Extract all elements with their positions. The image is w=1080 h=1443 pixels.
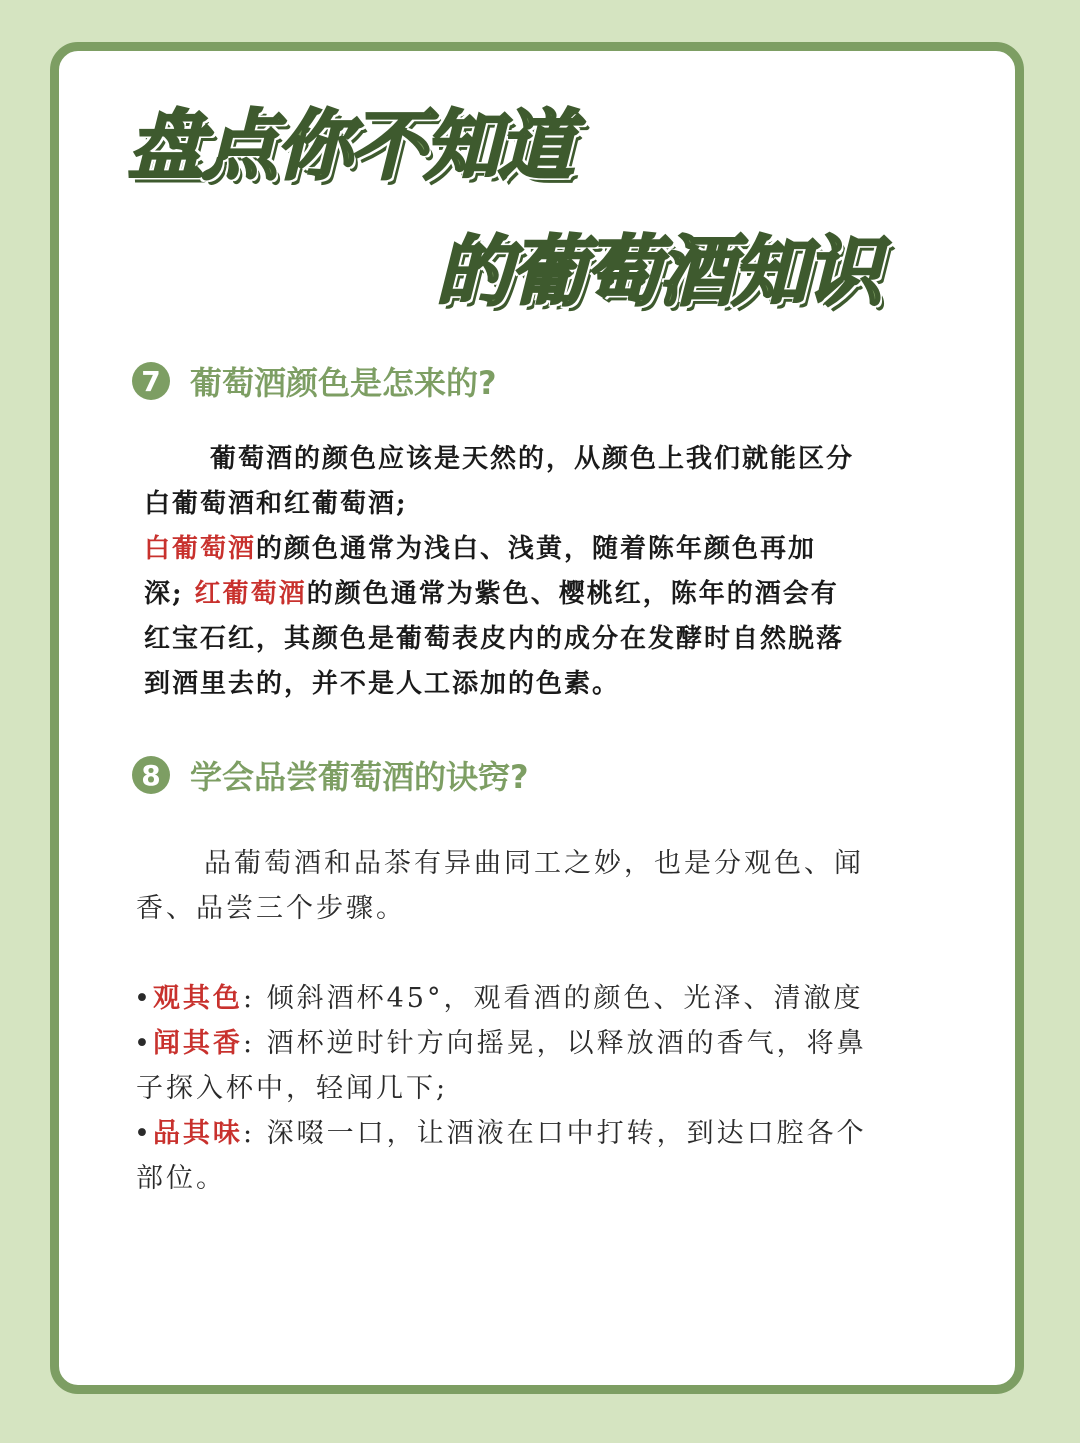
section-7-line-4-start: 深; xyxy=(144,579,184,609)
section-8-title: 学会品尝葡萄酒的诀窍? xyxy=(190,758,529,796)
bullet-taste xyxy=(134,1111,867,1150)
section-7-line-4 xyxy=(144,573,839,610)
section-7-line-3-text: 的颜色通常为浅白、浅黄，随着陈年颜色再加 xyxy=(256,534,817,564)
bullet-text-observe: : 倾斜酒杯45°，观看酒的颜色、光泽、清澈度 xyxy=(242,983,864,1014)
section-7-line-4-text: 的颜色通常为紫色、樱桃红，陈年的酒会有 xyxy=(306,579,839,609)
highlight-white-wine: 白葡萄酒 xyxy=(144,534,257,564)
bullet-marker: • xyxy=(134,983,153,1014)
title-line-2: 的葡萄酒知识 xyxy=(436,227,880,316)
highlight-red-wine: 红葡萄酒 xyxy=(194,579,307,609)
bullet-taste-continued: 部位。 xyxy=(136,1163,226,1194)
section-7-line-1: 葡萄酒的颜色应该是天然的，从颜色上我们就能区分 xyxy=(210,444,855,474)
number-badge-8: 8 xyxy=(132,756,170,794)
section-8-intro-line-1: 品葡萄酒和品茶有异曲同工之妙，也是分观色、闻 xyxy=(204,848,864,879)
section-8-heading xyxy=(132,752,529,798)
section-7-line-2: 白葡萄酒和红葡萄酒; xyxy=(144,489,408,519)
section-7-line-5: 红宝石红，其颜色是葡萄表皮内的成分在发酵时自然脱落 xyxy=(144,624,845,654)
section-7-title: 葡萄酒颜色是怎来的? xyxy=(190,364,497,402)
bullet-observe-color xyxy=(134,976,863,1015)
title-line-1: 盘点你不知道 xyxy=(128,101,572,190)
bullet-text-taste: : 深啜一口，让酒液在口中打转，到达口腔各个 xyxy=(242,1118,867,1149)
bullet-smell-continued: 子探入杯中，轻闻几下; xyxy=(136,1073,449,1104)
bullet-label-smell: 闻其香 xyxy=(152,1028,243,1059)
section-7-heading xyxy=(132,358,497,404)
section-7-line-3 xyxy=(144,528,816,565)
section-7-line-6: 到酒里去的，并不是人工添加的色素。 xyxy=(144,669,621,699)
bullet-label-taste: 品其味 xyxy=(152,1118,243,1149)
section-8-intro-line-2: 香、品尝三个步骤。 xyxy=(136,893,406,924)
bullet-text-smell: : 酒杯逆时针方向摇晃，以释放酒的香气，将鼻 xyxy=(242,1028,867,1059)
number-badge-7: 7 xyxy=(132,362,170,400)
bullet-marker: • xyxy=(134,1118,153,1149)
bullet-smell-aroma xyxy=(134,1021,867,1060)
bullet-label-observe: 观其色 xyxy=(152,983,243,1014)
bullet-marker: • xyxy=(134,1028,153,1059)
